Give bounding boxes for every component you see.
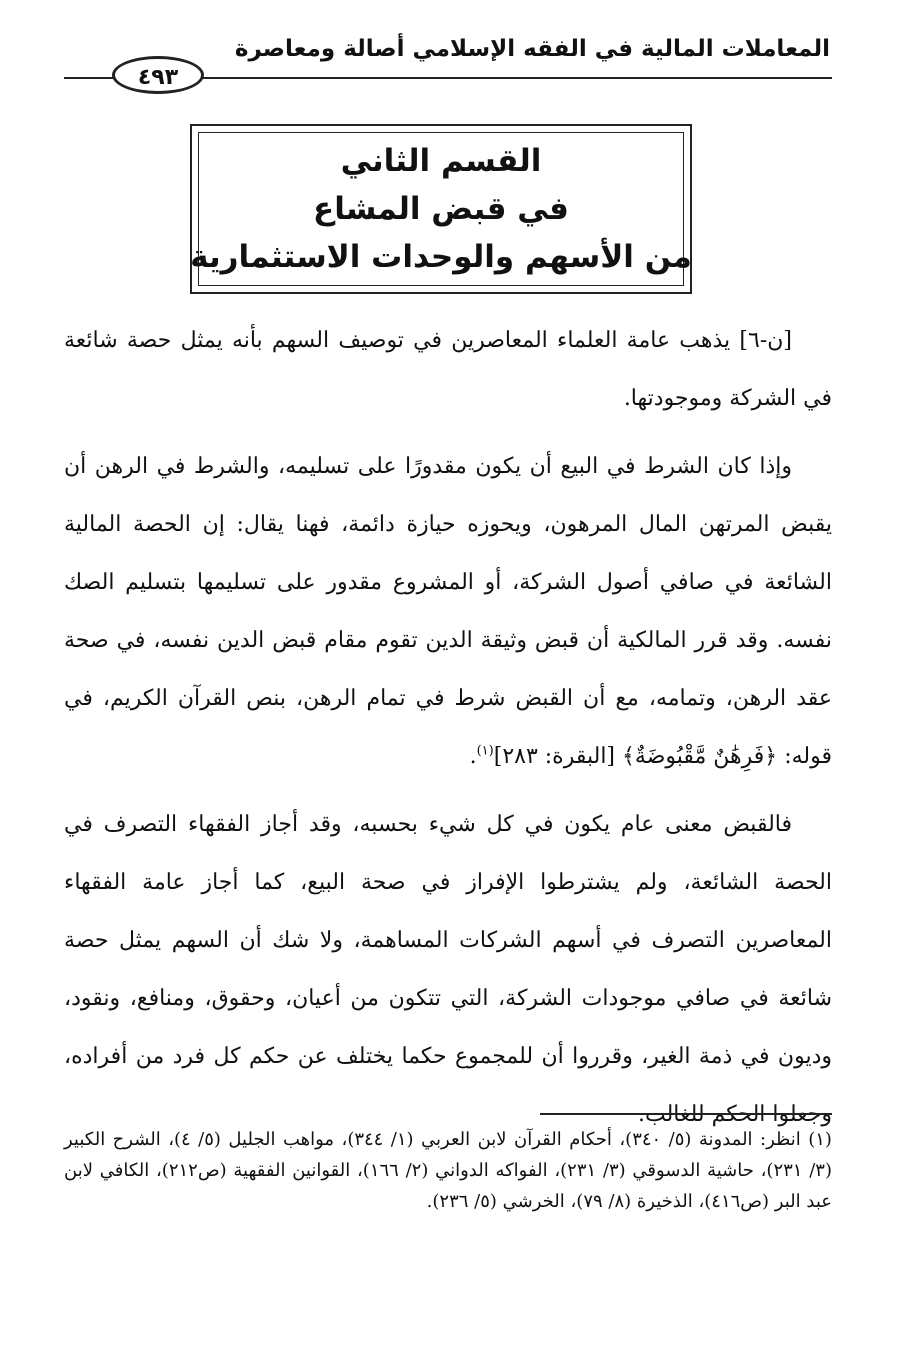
section-title-line-1: القسم الثاني: [340, 143, 542, 179]
paragraph-2: [64, 438, 832, 786]
footnote-section: [64, 1124, 832, 1217]
page-number-badge: ٤٩٣: [112, 56, 204, 94]
paragraph-2-end: .: [469, 744, 477, 769]
footnote-marker[interactable]: (١): [476, 743, 494, 759]
section-title-inner-frame: [190, 132, 692, 286]
section-title-line-3: من الأسهم والوحدات الاستثمارية: [190, 239, 692, 275]
footnote-divider: [540, 1113, 832, 1115]
section-title-frame: [190, 124, 692, 294]
section-title-line-2: في قبض المشاع: [313, 191, 569, 227]
paragraph-2-text: وإذا كان الشرط في البيع أن يكون مقدورًا على تسليمه، والشرط في الرهن أن يقبض المرتهن المال المرهون، ويحوزه حيازة دائمة، فهنا يقال: إن الحصة المالية الشائعة في صافي أصول الشركة، أو المشروع مقدور على تسليمها بتسليم الصك نفسه. وقد قرر المالكية أن قبض وثيقة الدين تقوم مقام قبض الدين نفسه، في صحة عقد الرهن، وتمامه، مع أن القبض شرط في تمام الرهن، بنص القرآن الكريم، في قوله:: [64, 454, 832, 769]
quran-quote: ﴿فَرِهَٰنٌ مَّقْبُوضَةٌ﴾: [622, 744, 778, 769]
body-text: [64, 312, 832, 1154]
footnote-1: (١) انظر: المدونة (٥/ ٣٤٠)، أحكام القرآن لابن العربي (١/ ٣٤٤)، مواهب الجليل (٥/ ٤)، الشرح الكبير (٣/ ٢٣١)، حاشية الدسوقي (٣/ ٢٣١)، الفواكه الدواني (٢/ ١٦٦)، القوانين الفقهية (ص٢١٢)، الكافي لابن عبد البر (ص٤١٦)، الذخيرة (٨/ ٧٩)، الخرشي (٥/ ٢٣٦).: [64, 1129, 832, 1212]
running-header-title: المعاملات المالية في الفقه الإسلامي أصالة ومعاصرة: [234, 36, 830, 62]
paragraph-1: [ن-٦] يذهب عامة العلماء المعاصرين في توصيف السهم بأنه يمثل حصة شائعة في الشركة وموجودتها.: [64, 328, 832, 411]
quran-reference: [البقرة: ٢٨٣]: [493, 744, 616, 769]
paragraph-3: فالقبض معنى عام يكون في كل شيء بحسبه، وقد أجاز الفقهاء التصرف في الحصة الشائعة، ولم يشترطوا الإفراز في صحة البيع، كما أجاز عامة الفقهاء المعاصرين التصرف في أسهم الشركات المساهمة، ولا شك أن السهم يمثل حصة شائعة في صافي موجودات الشركة، التي تتكون من أعيان، وحقوق، ومنافع، ونقود، وديون في ذمة الغير، وقرروا أن للمجموع حكما يختلف عن حكم كل فرد من أفراده، وجعلوا الحكم للغالب.: [64, 812, 832, 1127]
